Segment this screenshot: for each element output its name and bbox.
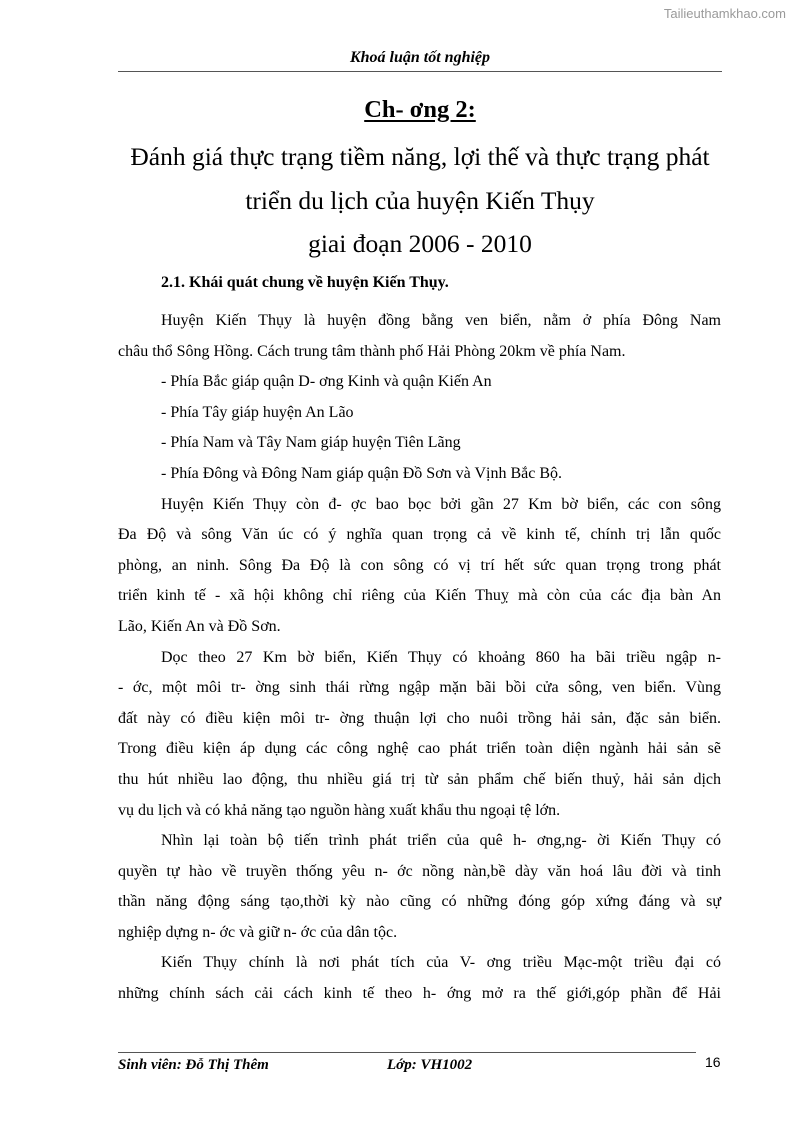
text-line: Huyện Kiến Thụy còn đ- ợc bao bọc bởi gần 27 Km bờ biển, các con sông [161, 495, 721, 513]
chapter-title-line-2: triển du lịch của huyện Kiến Thụy [245, 186, 595, 215]
text-line: đất này có điều kiện môi tr- ờng thuận lợi cho nuôi trồng hải sản, đặc sản biển. [118, 709, 721, 727]
text-line: châu thổ Sông Hồng. Cách trung tâm thành phố Hải Phòng 20km về phía Nam. [118, 342, 626, 360]
chapter-label [118, 96, 722, 124]
text-line: nghiệp dựng n- ớc và giữ n- ớc của dân tộc. [118, 923, 398, 941]
list-item [118, 398, 721, 429]
text-line: phòng, an ninh. Sông Đa Độ là con sông có vị trí hết sức quan trọng trong phát [118, 556, 721, 574]
page-number: 16 [705, 1054, 721, 1070]
text-line: - Phía Nam và Tây Nam giáp huyện Tiên Lãng [161, 434, 461, 452]
watermark-text: Tailieuthamkhao.com [663, 6, 786, 21]
text-line: triển kinh tế - xã hội không chỉ riêng của Kiến Thuỵ mà còn của các địa bàn An [118, 587, 721, 605]
text-line: vụ du lịch và có khả năng tạo nguồn hàng xuất khẩu thu ngoại tệ lớn. [118, 801, 561, 819]
text-line: những chính sách cải cách kinh tế theo h- ớng mở ra thế giới,góp phần để Hải [118, 985, 721, 1003]
chapter-label-text: Ch- ơng 2: [364, 96, 476, 123]
paragraph [118, 306, 721, 367]
paragraph [118, 826, 721, 948]
paragraph [118, 643, 721, 827]
text-line: quyền tự hào về truyền thống yêu n- ớc nồng nàn,bề dày văn hoá lâu đời và tinh [118, 862, 721, 880]
text-line: thần năng động sáng tạo,thời kỳ nào cũng có những đóng góp xứng đáng và sự [118, 893, 721, 911]
list-item [118, 459, 721, 490]
text-line: Trong điều kiện áp dụng các công nghệ cao phát triển toàn diện ngành hải sản sẽ [118, 740, 721, 758]
paragraph [118, 948, 721, 1009]
footer-student-name: Sinh viên: Đỗ Thị Thêm [118, 1057, 269, 1073]
text-line: - Phía Đông và Đông Nam giáp quận Đồ Sơn và Vịnh Bắc Bộ. [161, 464, 563, 482]
text-line: - Phía Tây giáp huyện An Lão [161, 403, 354, 421]
text-line: Nhìn lại toàn bộ tiến trình phát triển của quê h- ơng,ng- ời Kiến Thụy có [161, 832, 721, 850]
text-line: - ớc, một môi tr- ờng sinh thái rừng ngập mặn bãi bồi cửa sông, ven biển. Vùng [118, 679, 721, 697]
footer-class: Lớp: VH1002 [387, 1057, 473, 1073]
running-header: Khoá luận tốt nghiệp [349, 49, 491, 66]
footer-divider [118, 1052, 696, 1053]
text-line: Huyện Kiến Thụy là huyện đồng bằng ven biển, nằm ở phía Đông Nam [161, 312, 721, 329]
text-line: Kiến Thụy chính là nơi phát tích của V- ơng triều Mạc-một triều đại có [161, 954, 721, 972]
chapter-title-line-1: Đánh giá thực trạng tiềm năng, lợi thế và thực trạng phát [130, 142, 710, 171]
text-line: - Phía Bắc giáp quận D- ơng Kinh và quận Kiến An [161, 373, 492, 391]
list-item [118, 428, 721, 459]
text-line: thu hút nhiều lao động, thu nhiều giá trị từ sản phẩm chế biến thuỷ, hải sản dịch [118, 770, 721, 788]
header-divider [118, 71, 722, 72]
chapter-title-line-3: giai đoạn 2006 - 2010 [308, 229, 532, 258]
section-heading: 2.1. Khái quát chung về huyện Kiến Thụy. [161, 274, 449, 291]
body-text [118, 306, 721, 1010]
text-line: Dọc theo 27 Km bờ biển, Kiến Thụy có khoảng 860 ha bãi triều ngập n- [161, 648, 721, 666]
text-line: Lão, Kiến An và Đồ Sơn. [118, 617, 281, 635]
paragraph [118, 490, 721, 643]
list-item [118, 367, 721, 398]
text-line: Đa Độ và sông Văn úc có ý nghĩa quan trọng cả về kinh tế, chính trị lẫn quốc [118, 526, 721, 544]
